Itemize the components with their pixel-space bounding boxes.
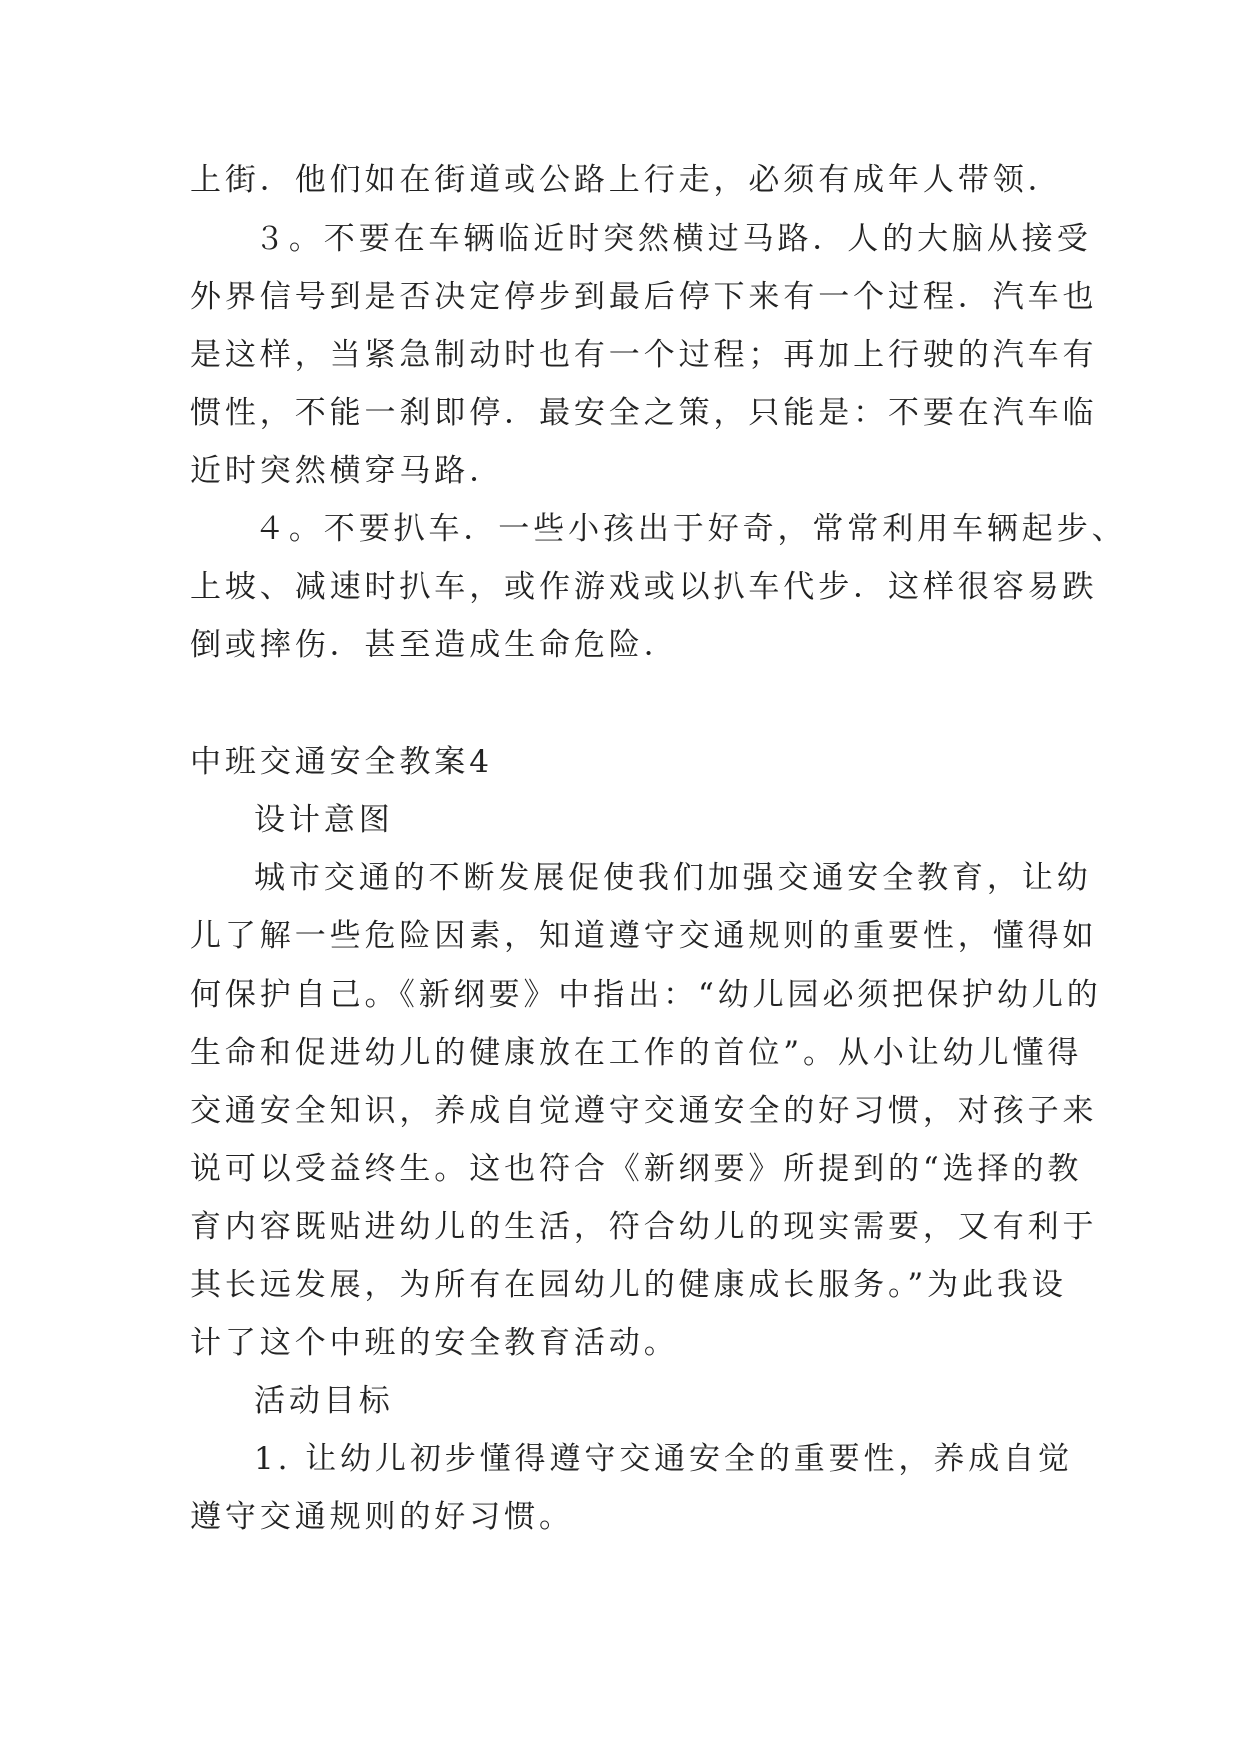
text-line: 上街．他们如在街道或公路上行走，必须有成年人带领． — [190, 162, 1063, 198]
text-line: 遵守交通规则的好习惯。 — [190, 1499, 574, 1535]
text-line: 上坡、减速时扒车，或作游戏或以扒车代步．这样很容易跌 — [190, 569, 1098, 605]
text-line: 育内容既贴进幼儿的生活，符合幼儿的现实需要，又有利于 — [190, 1209, 1098, 1245]
text-line: 外界信号到是否决定停步到最后停下来有一个过程．汽车也 — [190, 279, 1098, 315]
text-line: 是这样，当紧急制动时也有一个过程；再加上行驶的汽车有 — [190, 337, 1098, 373]
text-line: 城市交通的不断发展促使我们加强交通安全教育，让幼 — [254, 860, 1092, 896]
text-line: 1. 让幼儿初步懂得遵守交通安全的重要性，养成自觉 — [254, 1441, 1073, 1477]
text-line: 惯性，不能一刹即停．最安全之策，只能是：不要在汽车临 — [190, 395, 1098, 431]
text-line: 说可以受益终生。这也符合《新纲要》所提到的“选择的教 — [190, 1151, 1083, 1187]
text-line: ４。不要扒车．一些小孩出于好奇，常常利用车辆起步、 — [254, 511, 1127, 547]
text-line: 近时突然横穿马路． — [190, 453, 505, 489]
subheading: 设计意图 — [254, 802, 394, 838]
text-line: 其长远发展，为所有在园幼儿的健康成长服务。”为此我设 — [190, 1267, 1067, 1303]
text-line: 何保护自己。《新纲要》中指出：“幼儿园必须把保护幼儿的 — [190, 977, 1102, 1013]
text-line: 儿了解一些危险因素，知道遵守交通规则的重要性，懂得如 — [190, 918, 1098, 954]
text-line: ３。不要在车辆临近时突然横过马路．人的大脑从接受 — [254, 221, 1092, 257]
text-line: 交通安全知识，养成自觉遵守交通安全的好习惯，对孩子来 — [190, 1093, 1098, 1129]
text-line: 生命和促进幼儿的健康放在工作的首位”。从小让幼儿懂得 — [190, 1035, 1083, 1071]
subheading: 活动目标 — [254, 1383, 394, 1419]
text-line: 计了这个中班的安全教育活动。 — [190, 1325, 679, 1361]
text-line: 倒或摔伤．甚至造成生命危险． — [190, 627, 679, 663]
section-heading: 中班交通安全教案4 — [190, 744, 493, 780]
